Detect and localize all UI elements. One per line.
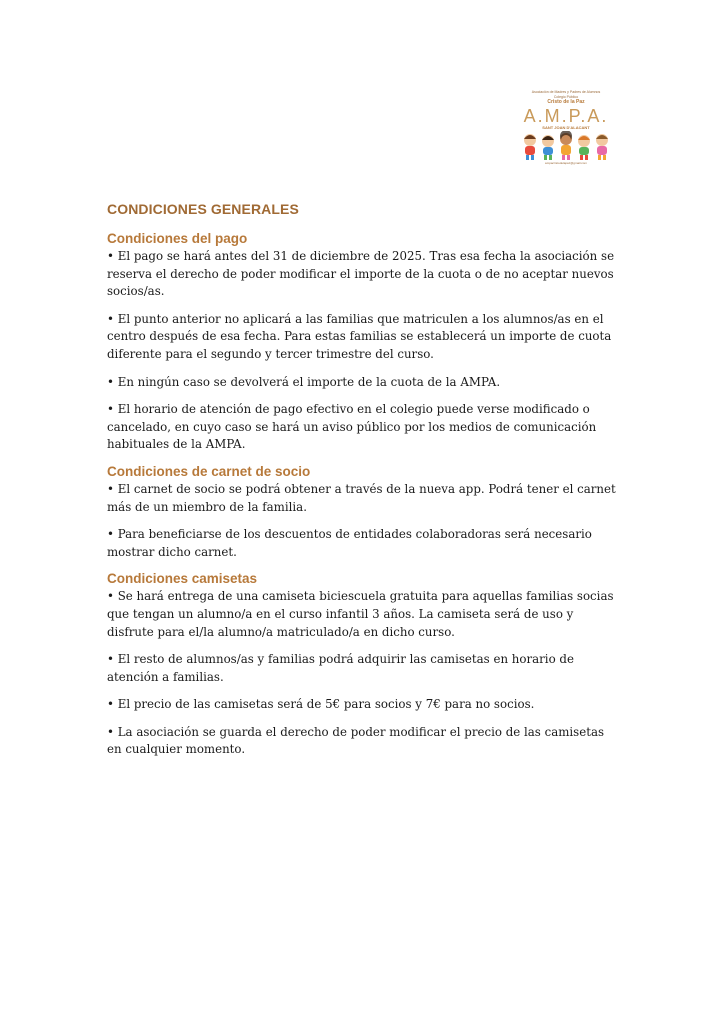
- paragraph: • Se hará entrega de una camiseta biciescuela gratuita para aquellas familias socias que tengan un alumno/a en el curso infantil 3 años. La camiseta será de uso y disfrute para el/la alumno/a matriculado/a en dicho curso.: [107, 589, 614, 639]
- paragraph: • El resto de alumnos/as y familias podrá adquirir las camisetas en horario de atención a familias.: [107, 652, 574, 684]
- logo-ampa-title: A.M.P.A.: [523, 106, 609, 126]
- paragraph: • Para beneficiarse de los descuentos de entidades colaboradoras será necesario mostrar dicho carnet.: [107, 527, 592, 559]
- section-heading: Condiciones del pago: [107, 231, 248, 246]
- logo-association-text: Asociación de Madres y Padres de Alumnos Colegio Público: [531, 90, 601, 99]
- paragraph: • El punto anterior no aplicará a las familias que matriculen a los alumnos/as en el centro después de esa fecha. Para estas familias se establecerá un importe de cuota diferente para el segundo y tercer trimestre del curso.: [107, 311, 612, 361]
- paragraph: • El carnet de socio se podrá obtener a través de la nueva app. Podrá tener el carnet más de un miembro de la familia.: [107, 481, 616, 514]
- page-title: CONDICIONES GENERALES: [107, 201, 299, 217]
- section-payment: [107, 231, 617, 454]
- paragraph: • El precio de las camisetas será de 5€ para socios y 7€ para no socios.: [107, 697, 535, 712]
- document-body: [107, 201, 617, 769]
- paragraph: • El horario de atención de pago efectivo en el colegio puede verse modificado o cancelado, en cuyo caso se hará un aviso público por los medios de comunicación habituales de la AMPA.: [107, 402, 597, 452]
- paragraph: • El pago se hará antes del 31 de diciembre de 2025. Tras esa fecha la asociación se reserva el derecho de poder modificar el importe de la cuota o de no aceptar nuevos socios/as.: [107, 249, 615, 299]
- children-illustration-icon: [518, 131, 614, 161]
- section-heading: Condiciones camisetas: [107, 571, 258, 587]
- paragraph: • En ningún caso se devolverá el importe de la cuota de la AMPA.: [107, 374, 501, 389]
- logo-email: ampacristodelapaz@gmail.com: [545, 161, 587, 165]
- paragraph: • La asociación se guarda el derecho de poder modificar el precio de las camisetas en cualquier momento.: [107, 724, 605, 757]
- section-membership-card: [107, 464, 617, 561]
- logo-city: SANT JOAN D'ALACANT: [542, 125, 590, 130]
- ampa-logo: [512, 88, 620, 184]
- section-heading: Condiciones de carnet de socio: [107, 463, 311, 479]
- section-tshirts: [107, 571, 617, 759]
- logo-school-name: Cristo de la Paz: [547, 99, 585, 105]
